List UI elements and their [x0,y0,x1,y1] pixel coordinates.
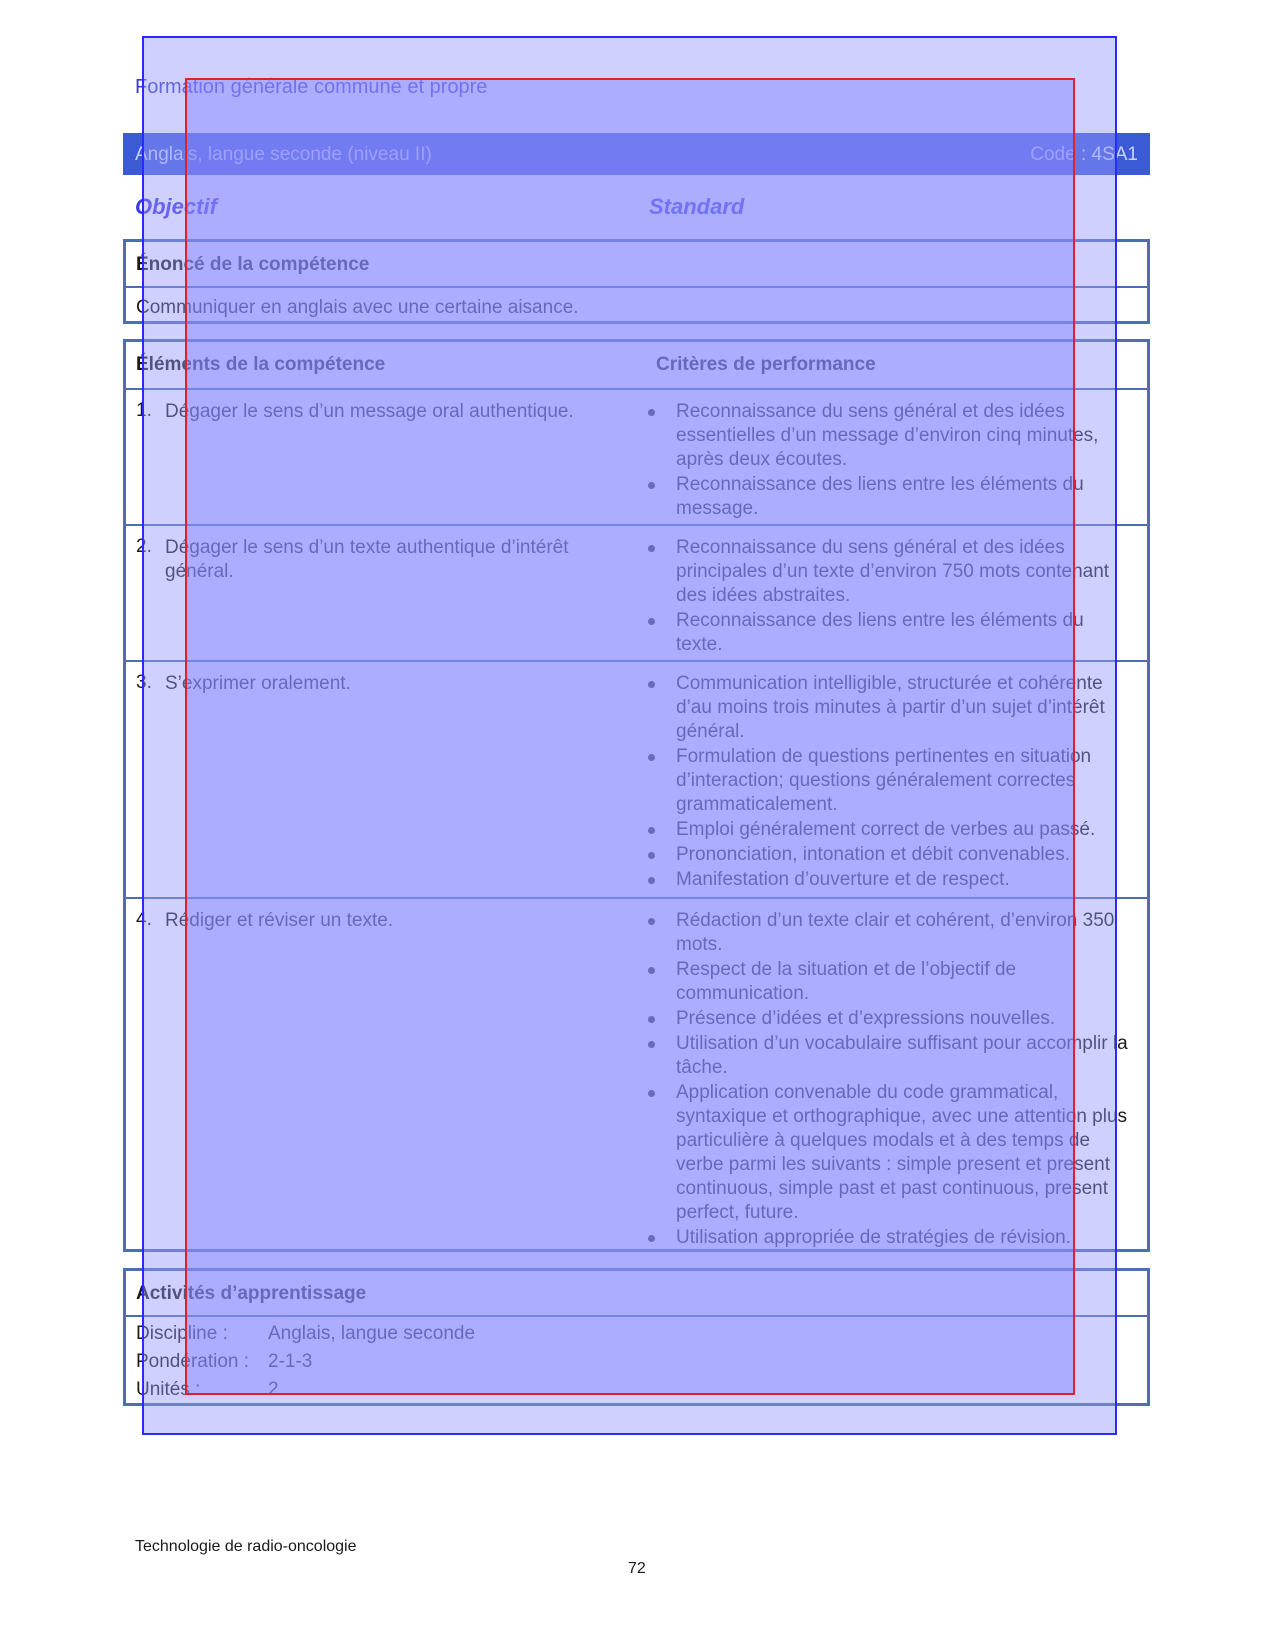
overlay-region-red [185,78,1075,1395]
list-item: Reconnaissance des liens entre les éléments du message. [646,473,1131,521]
standard-label: Standard [649,194,745,219]
element-number: 4. [136,909,152,930]
footer-program: Technologie de radio-oncologie [135,1538,357,1555]
enonce-text: Communiquer en anglais avec une certaine aisance. [136,297,579,318]
list-item: Reconnaissance des liens entre les éléments du texte. [646,609,1131,657]
course-name: Anglais, langue seconde (niveau II) [135,144,432,165]
ponderation-label: Pondération : [136,1351,250,1372]
list-item: Communication intelligible, structurée et cohérente d’au moins trois minutes à partir d’un sujet d’intérêt général. [646,672,1131,744]
element-text: Dégager le sens d’un texte authentique d’intérêt général. [165,537,569,582]
element-text: Rédiger et réviser un texte. [165,910,394,931]
unites-label: Unités : [136,1379,201,1400]
activites-heading: Activités d’apprentissage [136,1283,367,1304]
discipline-value: Anglais, langue seconde [268,1323,476,1344]
element-text: S’exprimer oralement. [165,673,351,694]
list-item: Utilisation appropriée de stratégies de révision. [646,1226,1131,1250]
element-text: Dégager le sens d’un message oral authentique. [165,401,574,422]
element-number: 1. [136,400,152,421]
objectif-label: Objectif [135,194,217,219]
ponderation-value: 2-1-3 [268,1351,313,1372]
enonce-heading: Énoncé de la compétence [136,254,370,275]
list-item: Présence d’idées et d’expressions nouvelles. [646,1007,1131,1031]
list-item: Prononciation, intonation et débit convenables. [646,843,1131,867]
elements-heading: Éléments de la compétence [136,354,386,375]
section-title: Formation générale commune et propre [135,76,488,98]
element-number: 2. [136,536,152,557]
course-code: Code : 4SA1 [1030,144,1138,165]
list-item: Rédaction d’un texte clair et cohérent, d’environ 350 mots. [646,909,1131,957]
list-item: Respect de la situation et de l’objectif de communication. [646,958,1131,1006]
page-number: 72 [628,1560,646,1577]
element-number: 3. [136,672,152,693]
list-item: Formulation de questions pertinentes en situation d’interaction; questions généralement correctes grammaticalement. [646,745,1131,817]
criteria-heading: Critères de performance [656,354,876,375]
list-item: Manifestation d’ouverture et de respect. [646,868,1131,892]
list-item: Reconnaissance du sens général et des idées essentielles d’un message d’environ cinq minutes, après deux écoutes. [646,400,1131,472]
list-item: Application convenable du code grammatical, syntaxique et orthographique, avec une attention plus particulière à quelques modals et à des temps de verbe parmi les suivants : simple present et present continuous, simple past et past continuous, present perfect, future. [646,1081,1131,1225]
discipline-label: Discipline : [136,1323,228,1344]
list-item: Reconnaissance du sens général et des idées principales d’un texte d’environ 750 mots contenant des idées abstraites. [646,536,1131,608]
unites-value: 2 [268,1379,279,1400]
list-item: Utilisation d’un vocabulaire suffisant pour accomplir la tâche. [646,1032,1131,1080]
list-item: Emploi généralement correct de verbes au passé. [646,818,1131,842]
